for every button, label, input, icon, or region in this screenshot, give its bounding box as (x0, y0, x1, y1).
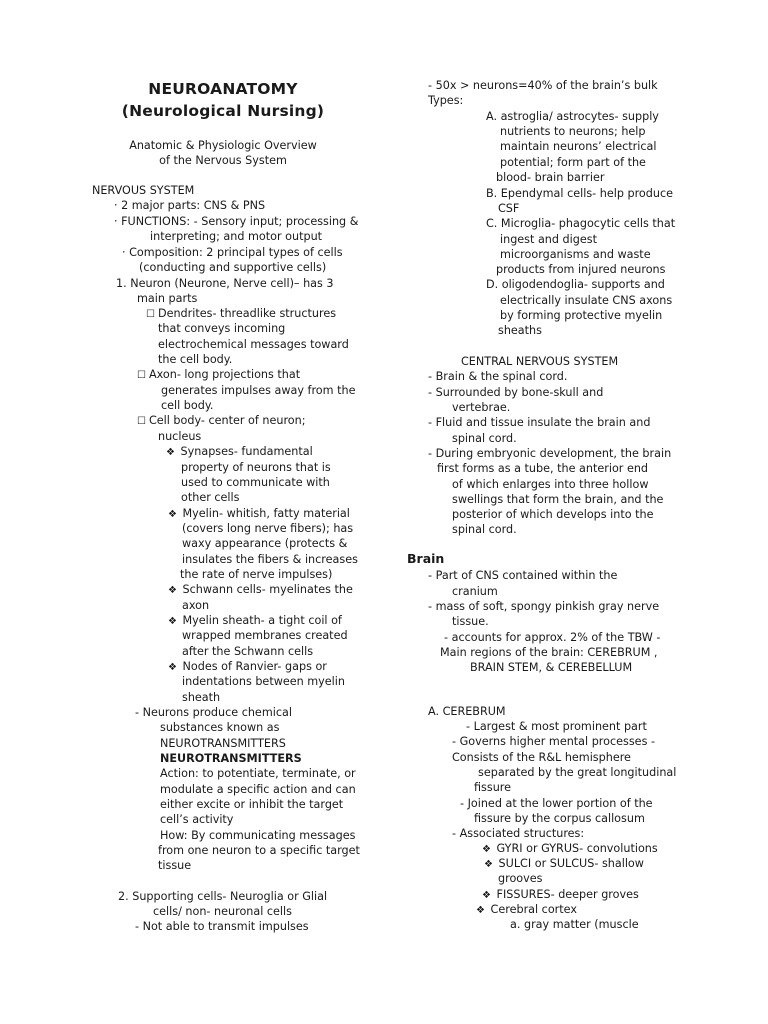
text-line: - Governs higher mental processes - (452, 735, 655, 748)
text-line: sheath (182, 691, 221, 704)
diamond-bullet-icon: ❖ (482, 844, 491, 855)
checkbox-icon: ☐ (137, 370, 146, 381)
text-line: blood- brain barrier (496, 171, 605, 184)
text-line: C. Microglia- phagocytic cells that (486, 217, 676, 230)
list-item-sulci: ❖ SULCI or SULCUS- shallow (484, 857, 644, 870)
text-line: spinal cord. (452, 523, 517, 536)
text-line: - Fluid and tissue insulate the brain and (428, 416, 651, 429)
overview-heading-line-1: Anatomic & Physiologic Overview (129, 139, 317, 152)
text-line: microorganisms and waste (500, 248, 651, 261)
text-line: ingest and digest (500, 233, 597, 246)
text-line: nucleus (158, 430, 202, 443)
text-line: Action: to potentiate, terminate, or (160, 767, 356, 780)
document-subtitle: (Neurological Nursing) (121, 102, 325, 120)
text-line: other cells (181, 491, 240, 504)
text-line: main parts (137, 292, 198, 305)
text-line: (conducting and supportive cells) (139, 261, 327, 274)
text-line: the cell body. (158, 353, 233, 366)
list-item-axon: ☐ Axon- long projections that (137, 368, 301, 381)
text-line: from one neuron to a specific target (158, 844, 360, 857)
checkbox-icon: ☐ (146, 309, 155, 320)
text-line: either excite or inhibit the target (160, 798, 344, 811)
list-item-dendrites: ☐ Dendrites- threadlike structures (146, 307, 337, 320)
text-line: interpreting; and motor output (150, 230, 323, 243)
text-line: used to communicate with (181, 476, 330, 489)
text-line: insulates the fibers & increases (182, 553, 358, 566)
document-title: NEUROANATOMY (148, 80, 298, 98)
diamond-bullet-icon: ❖ (166, 447, 175, 458)
text-line: BRAIN STEM, & CEREBELLUM (470, 661, 633, 674)
text-line: A. astroglia/ astrocytes- supply (486, 110, 659, 123)
text-line: a. gray matter (muscle (510, 918, 639, 931)
text-line: modulate a specific action and can (160, 783, 356, 796)
text-line: - mass of soft, spongy pinkish gray nerve (428, 600, 660, 613)
diamond-bullet-icon: ❖ (168, 616, 177, 627)
text-line: posterior of which develops into the (452, 508, 654, 521)
text-line: - Neurons produce chemical (135, 706, 292, 719)
list-item-myelin-sheath: ❖ Myelin sheath- a tight coil of (168, 614, 342, 627)
diamond-bullet-icon: ❖ (484, 859, 493, 870)
text-line: - Brain & the spinal cord. (428, 370, 568, 383)
diamond-bullet-icon: ❖ (482, 890, 491, 901)
text-line: waxy appearance (protects & (182, 537, 348, 550)
list-item-schwann-cells: ❖ Schwann cells- myelinates the (168, 583, 353, 596)
text-line: grooves (498, 872, 543, 885)
list-item-cell-body: ☐ Cell body- center of neuron; (137, 414, 306, 427)
text-line: tissue (158, 859, 192, 872)
list-item-cerebral-cortex: ❖ Cerebral cortex (476, 903, 577, 916)
text-line: (covers long nerve fibers); has (182, 522, 354, 535)
text-line: · Composition: 2 principal types of cells (122, 246, 343, 259)
subheading-cerebrum: A. CEREBRUM (428, 705, 506, 718)
text-line: NEUROTRANSMITTERS (160, 737, 286, 750)
overview-heading-line-2: of the Nervous System (159, 154, 287, 167)
text-line: · 2 major parts: CNS & PNS (114, 199, 266, 212)
text-line: cell’s activity (160, 813, 234, 826)
text-line: · FUNCTIONS: - Sensory input; processing & (114, 215, 359, 228)
diamond-bullet-icon: ❖ (168, 585, 177, 596)
text-line: - Not able to transmit impulses (135, 920, 309, 933)
section-heading-nervous-system: NERVOUS SYSTEM (92, 184, 195, 197)
subheading-neurotransmitters: NEUROTRANSMITTERS (160, 752, 302, 765)
text-line: spinal cord. (452, 432, 517, 445)
text-line: potential; form part of the (500, 156, 646, 169)
text-line: D. oligodendoglia- supports and (486, 278, 665, 291)
text-line: fissure (474, 781, 512, 794)
list-item-nodes-of-ranvier: ❖ Nodes of Ranvier- gaps or (168, 660, 327, 673)
section-heading-brain: Brain (407, 551, 445, 566)
text-line: cell body. (161, 399, 214, 412)
text-line: by forming protective myelin (500, 309, 663, 322)
list-item-gyri: ❖ GYRI or GYRUS- convolutions (482, 842, 658, 855)
text-line: Consists of the R&L hemisphere (452, 751, 631, 764)
text-line: products from injured neurons (496, 263, 666, 276)
text-line: sheaths (498, 324, 542, 337)
text-line: wrapped membranes created (182, 629, 348, 642)
text-line: CSF (498, 202, 520, 215)
text-line: separated by the great longitudinal (478, 766, 677, 779)
text-line: tissue. (452, 615, 489, 628)
text-line: Types: (428, 94, 464, 107)
text-line: generates impulses away from the (161, 384, 356, 397)
text-line: the rate of nerve impulses) (180, 568, 333, 581)
text-line: cells/ non- neuronal cells (153, 905, 292, 918)
text-line: - 50x > neurons=40% of the brain’s bulk (428, 79, 658, 92)
diamond-bullet-icon: ❖ (168, 509, 177, 520)
text-line: - Part of CNS contained within the (428, 569, 618, 582)
text-line: - Associated structures: (452, 827, 585, 840)
section-heading-cns: CENTRAL NERVOUS SYSTEM (461, 355, 619, 368)
text-line: fissure by the corpus callosum (474, 812, 645, 825)
list-item-myelin: ❖ Myelin- whitish, fatty material (168, 507, 350, 520)
text-line: 1. Neuron (Neurone, Nerve cell)– has 3 (116, 277, 334, 290)
text-line: electrically insulate CNS axons (500, 294, 673, 307)
text-line: axon (182, 599, 210, 612)
text-line: after the Schwann cells (182, 645, 314, 658)
text-line: B. Ependymal cells- help produce (486, 187, 674, 200)
text-line: vertebrae. (452, 401, 511, 414)
text-line: - Largest & most prominent part (466, 720, 647, 733)
text-line: maintain neurons’ electrical (500, 140, 657, 153)
checkbox-icon: ☐ (137, 416, 146, 427)
text-line: that conveys incoming (158, 322, 286, 335)
diamond-bullet-icon: ❖ (476, 905, 485, 916)
text-line: - Joined at the lower portion of the (460, 797, 653, 810)
text-line: indentations between myelin (182, 675, 345, 688)
text-line: substances known as (160, 721, 280, 734)
text-line: - During embryonic development, the brain (428, 447, 672, 460)
text-line: of which enlarges into three hollow (452, 478, 649, 491)
text-line: How: By communicating messages (160, 829, 356, 842)
text-line: - accounts for approx. 2% of the TBW - (444, 631, 661, 644)
list-item-synapses: ❖ Synapses- fundamental (166, 445, 313, 458)
list-item-fissures: ❖ FISSURES- deeper groves (482, 888, 639, 901)
text-line: nutrients to neurons; help (500, 125, 646, 138)
diamond-bullet-icon: ❖ (168, 662, 177, 673)
text-line: cranium (452, 585, 498, 598)
text-line: Main regions of the brain: CEREBRUM , (440, 646, 658, 659)
text-line: first forms as a tube, the anterior end (437, 462, 649, 475)
text-line: 2. Supporting cells- Neuroglia or Glial (118, 890, 328, 903)
text-line: swellings that form the brain, and the (452, 493, 664, 506)
text-line: electrochemical messages toward (158, 338, 349, 351)
text-line: property of neurons that is (181, 461, 331, 474)
text-line: - Surrounded by bone-skull and (428, 386, 604, 399)
